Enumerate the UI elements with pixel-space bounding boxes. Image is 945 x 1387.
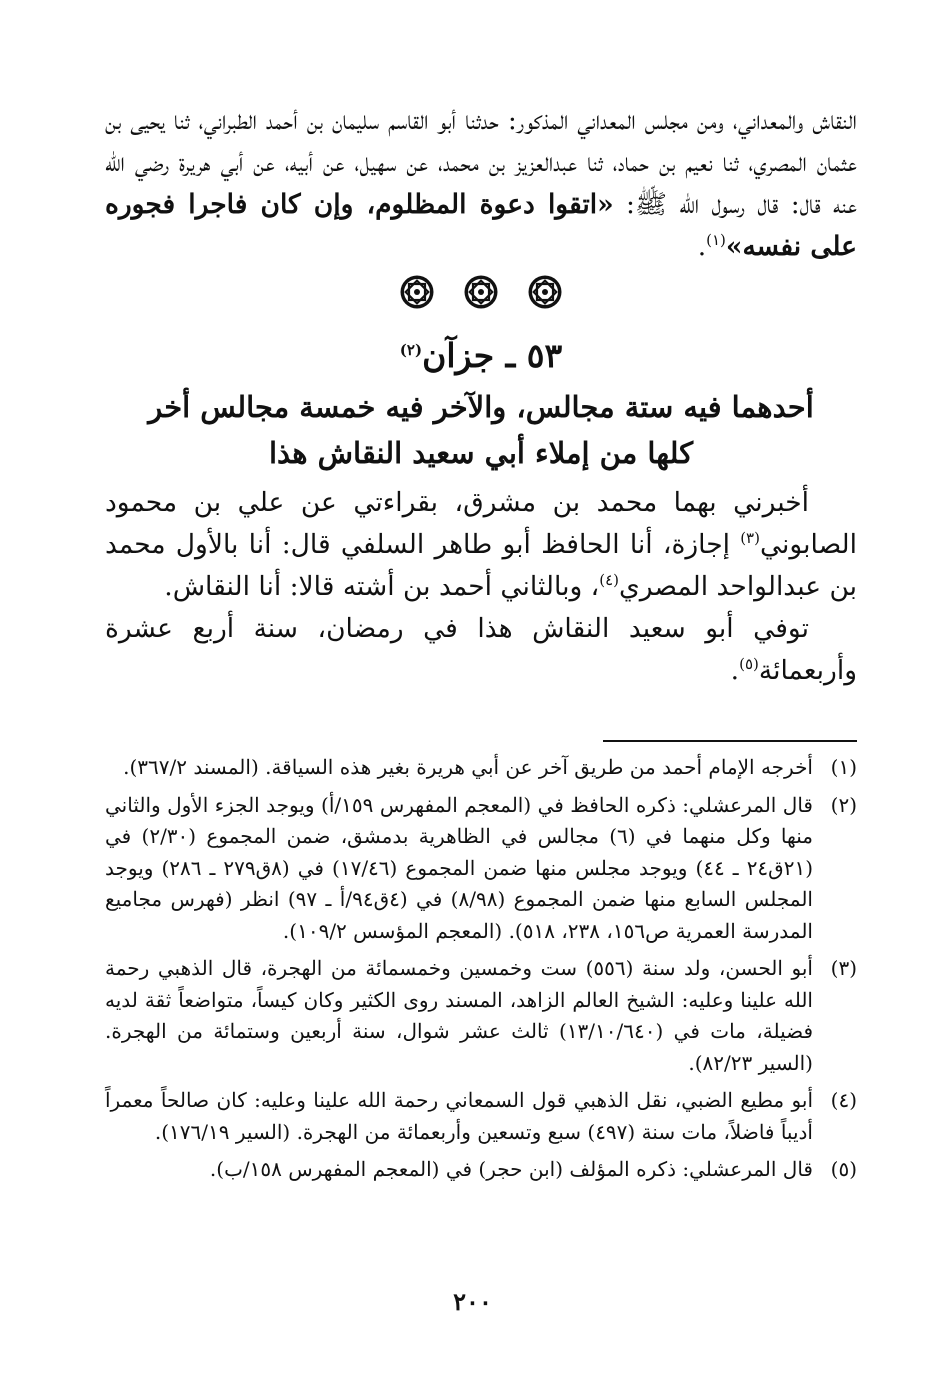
subtitle-line: كلها من إملاء أبي سعيد النقاش هذا — [268, 436, 693, 470]
footnote-text: قال المرعشلي: ذكره الحافظ في (المعجم المفهرس ١٥٩/أ) ويوجد الجزء الأول والثاني منها وكل منهما في (٦) مجالس في الظاهرية بدمشق، ضمن المجموع (٢/٣٠) في (٢١ق٢٤ ـ ٤٤) ويوجد مجلس منها ضمن المجموع (١٧/٤٦) في (٨ق٢٧٩ ـ ٢٨٦) ويوجد المجلس السابع منها ضمن المجموع (٨/٩٨) في (٤ق٩٤/أ ـ ٩٧) انظر (فهرس مجاميع المدرسة العمرية ص١٥٦، ٢٣٨، ٥١٨). (المعجم المؤسس ١٠٩/٢). — [105, 792, 813, 943]
footnote-number: (٣) — [830, 956, 857, 980]
footnote-ref: (١) — [706, 231, 726, 250]
footnote — [105, 752, 857, 784]
footnote-text: أبو مطيع الضبي، نقل الذهبي قول السمعاني رحمة الله علينا وعليه: كان صالحاً معمراً أديباً فاضلاً، مات سنة (٤٩٧) سبع وتسعين وأربعمائة من الهجرة. (السير ١٧٦/١٩). — [105, 1088, 813, 1144]
hadith-quote: «اتقوا دعوة المظلوم، وإن كان فاجرا فجوره على نفسه» — [105, 189, 857, 262]
section-subtitle — [105, 384, 857, 476]
top-paragraph-text: النقاش والمعداني، ومن مجلس المعداني المذكور: حدثنا أبو القاسم سليمان بن أحمد الطبراني، ثنا يحيى بن عثمان المصري، ثنا نعيم بن حماد، ثنا عبدالعزيز بن محمد، عن سهيل، عن أبيه، عن أبي هريرة رضي الله عنه قال: قال رسول الله ﷺ: — [105, 105, 857, 220]
body-paragraph: أخبرني بهما محمد بن مشرق، بقراءتي عن علي بن محمود الصابوني$^{(٣)}$ إجازة، أنا الحافظ أبو طاهر السلفي قال: أنا بالأول محمد بن عبدالواحد المصري$^{(٤)}$، وبالثاني أحمد بن أشته قالا: أنا النقاش. — [105, 487, 857, 602]
footnote-ref: (٣) — [740, 529, 760, 548]
footnote-ref: (٤) — [599, 571, 619, 590]
footnote-text: قال المرعشلي: ذكره المؤلف (ابن حجر) في (المعجم المفهرس ١٥٨/ب). — [209, 1157, 813, 1181]
ornament-divider — [105, 274, 857, 310]
closing-paragraph: توفي أبو سعيد النقاش هذا في رمضان، سنة أربع عشرة وأربعمائة$^{(٥)}$. — [105, 613, 857, 686]
footnote — [105, 1154, 857, 1186]
page-number: ٢٠٠ — [453, 1287, 492, 1316]
ornament-icon — [399, 274, 435, 310]
footnote — [105, 953, 857, 1079]
footnote-number: (٢) — [830, 792, 857, 817]
footnote-ref: (٥) — [739, 655, 759, 674]
top-paragraph: النقاش والمعداني، ومن مجلس المعداني المذكور: حدثنا أبو القاسم سليمان بن أحمد الطبراني، ثنا يحيى بن عثمان المصري، ثنا نعيم بن حماد، ثنا عبدالعزيز بن محمد، عن سهيل، عن أبيه، عن أبي هريرة رضي الله عنه قال: قال رسول الله ﷺ: «اتقوا دعوة المظلوم، وإن كان فاجرا فجوره على نفسه»$^{(١)}$. — [105, 105, 857, 262]
section-title: ٥٣ ـ جزآن$^{(٢)}$ — [399, 336, 563, 375]
main-text — [105, 100, 857, 692]
footnote-number: (٥) — [830, 1157, 857, 1181]
footnote-number: (٤) — [830, 1088, 857, 1112]
footnote-text: أخرجه الإمام أحمد من طريق آخر عن أبي هريرة بغير هذه السياقة. (المسند ٣٦٧/٢). — [123, 755, 813, 779]
footnote — [105, 1085, 857, 1148]
ornament-icon — [463, 274, 499, 310]
subtitle-line: أحدهما فيه ستة مجالس، والآخر فيه خمسة مجالس أخر — [148, 390, 814, 424]
footnote-number: (١) — [830, 755, 857, 779]
footnote — [105, 790, 857, 948]
footnotes — [105, 752, 857, 1192]
footnote-text: أبو الحسن، ولد سنة (٥٥٦) ست وخمسين وخمسمائة من الهجرة، قال الذهبي رحمة الله علينا وعليه: الشيخ العالم الزاهد، المسند روى الكثير وكان كيساً، متواضعاً ثقة لديه فضيلة، مات في (١٣/١٠/٦٤٠) ثالث عشر شوال، سنة أربعين وستمائة من الهجرة. (السير ٨٢/٢٣). — [105, 956, 814, 1075]
footnote-ref: (٢) — [399, 341, 423, 359]
footnote-separator — [603, 740, 857, 742]
ornament-icon — [527, 274, 563, 310]
